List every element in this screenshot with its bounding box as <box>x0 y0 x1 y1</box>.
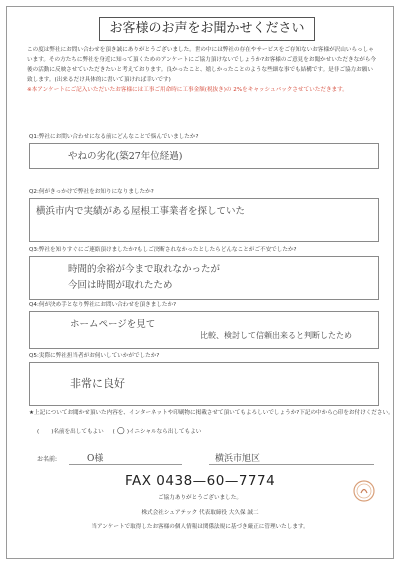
question-2-label: Q2:何がきっかけで弊社をお知りになりましたか? <box>29 189 154 195</box>
question-4-answer-box <box>29 311 379 349</box>
question-3 <box>29 246 379 300</box>
question-5 <box>29 352 379 406</box>
page-title: お客様のお声をお聞かせください <box>99 17 315 41</box>
question-1-answer: やねの劣化(築27年位経過) <box>68 151 183 162</box>
question-3-answer-line-1: 時間的余裕が今まで取れなかったが <box>68 264 221 275</box>
fax-number: FAX 0438—60—7774 <box>125 473 276 489</box>
question-1 <box>29 133 379 169</box>
question-3-answer-line-2: 今回は時間が取れたため <box>68 280 173 291</box>
thanks-text: ご協力ありがとうございました。 <box>158 495 242 501</box>
question-3-label: Q3:弊社を知りすぐにご連絡頂けましたか?もしご決断されなかったとしたらどんなことがご不安でしたか? <box>29 247 297 253</box>
intro-text <box>27 45 377 95</box>
name-row <box>29 451 379 465</box>
question-2 <box>29 188 379 242</box>
question-2-answer-box <box>29 198 379 242</box>
question-4 <box>29 301 379 349</box>
question-4-answer-line-2: 比較、検討して信頼出来ると判断したため <box>200 331 352 340</box>
question-1-label: Q1:弊社にお問い合わせになる前にどんなことで悩んでいましたか? <box>29 134 199 140</box>
company-signature: 株式会社シュアテック 代表取締役 大久保 誠二 <box>141 510 259 516</box>
question-1-answer-box <box>29 143 379 169</box>
name-label: お名前: <box>37 456 58 463</box>
privacy-note: 当アンケートで取得したお客様の個人情報は関係法規に基づき厳正に管理いたします。 <box>91 524 309 530</box>
question-5-answer: 非常に良好 <box>70 377 125 390</box>
question-4-label: Q4:何が決め手となり弊社にお問い合わせを頂きましたか? <box>29 302 177 308</box>
question-3-answer-box <box>29 256 379 300</box>
choice-1-label: 名前を出してもよい <box>53 429 104 435</box>
question-5-answer-box <box>29 362 379 406</box>
question-5-label: Q5:実際に弊社担当者がお伺いしていかがでしたか? <box>29 353 160 359</box>
cashback-note: ※本アンケートにご記入いただいたお客様には工事ご用命時に工事金額(税抜き)の 2%をキャッシュバックさせていただきます。 <box>27 87 348 93</box>
choice-2-label: イニシャルなら出してもよい <box>129 429 202 435</box>
name-value: O様 <box>87 454 104 464</box>
address-value: 横浜市旭区 <box>215 454 261 464</box>
question-2-answer: 横浜市内で実績がある屋根工事業者を探していた <box>36 206 246 217</box>
choice-2-mark[interactable]: ○ <box>116 426 125 436</box>
question-4-answer-line-1: ホームページを見て <box>70 319 156 330</box>
publish-consent-note: ★上記についてお聞かせ頂いた内容を、インターネットや印刷物に掲載させて頂いてもよろしいでしょうか?下記の中から○印をお付けください。 <box>29 410 394 416</box>
address-field[interactable] <box>209 451 374 465</box>
intro-paragraph: この度は弊社にお問い合わせを頂き誠にありがとうございました。世の中には弊社の存在やサービスをご存知ないお客様が沢山いらっしゃいます。その方たちに弊社を身近に知って頂くためのアンケートにご協力頂けないでしょうか?お客様のご意見をお聞かせいただきながら今後の活動に反映させていただきたいと考えております。良かったこと、嬉しかったことのような些細な事でも結構です。是非ご協力お願い致します。(出来るだけ具体的に書いて頂ければ幸いです) <box>27 47 376 83</box>
publish-choices: ( )名前を出してもよい ( ○ )イニシャルなら出してもよい <box>37 426 202 436</box>
name-field[interactable] <box>69 451 182 465</box>
survey-sheet <box>6 6 394 559</box>
